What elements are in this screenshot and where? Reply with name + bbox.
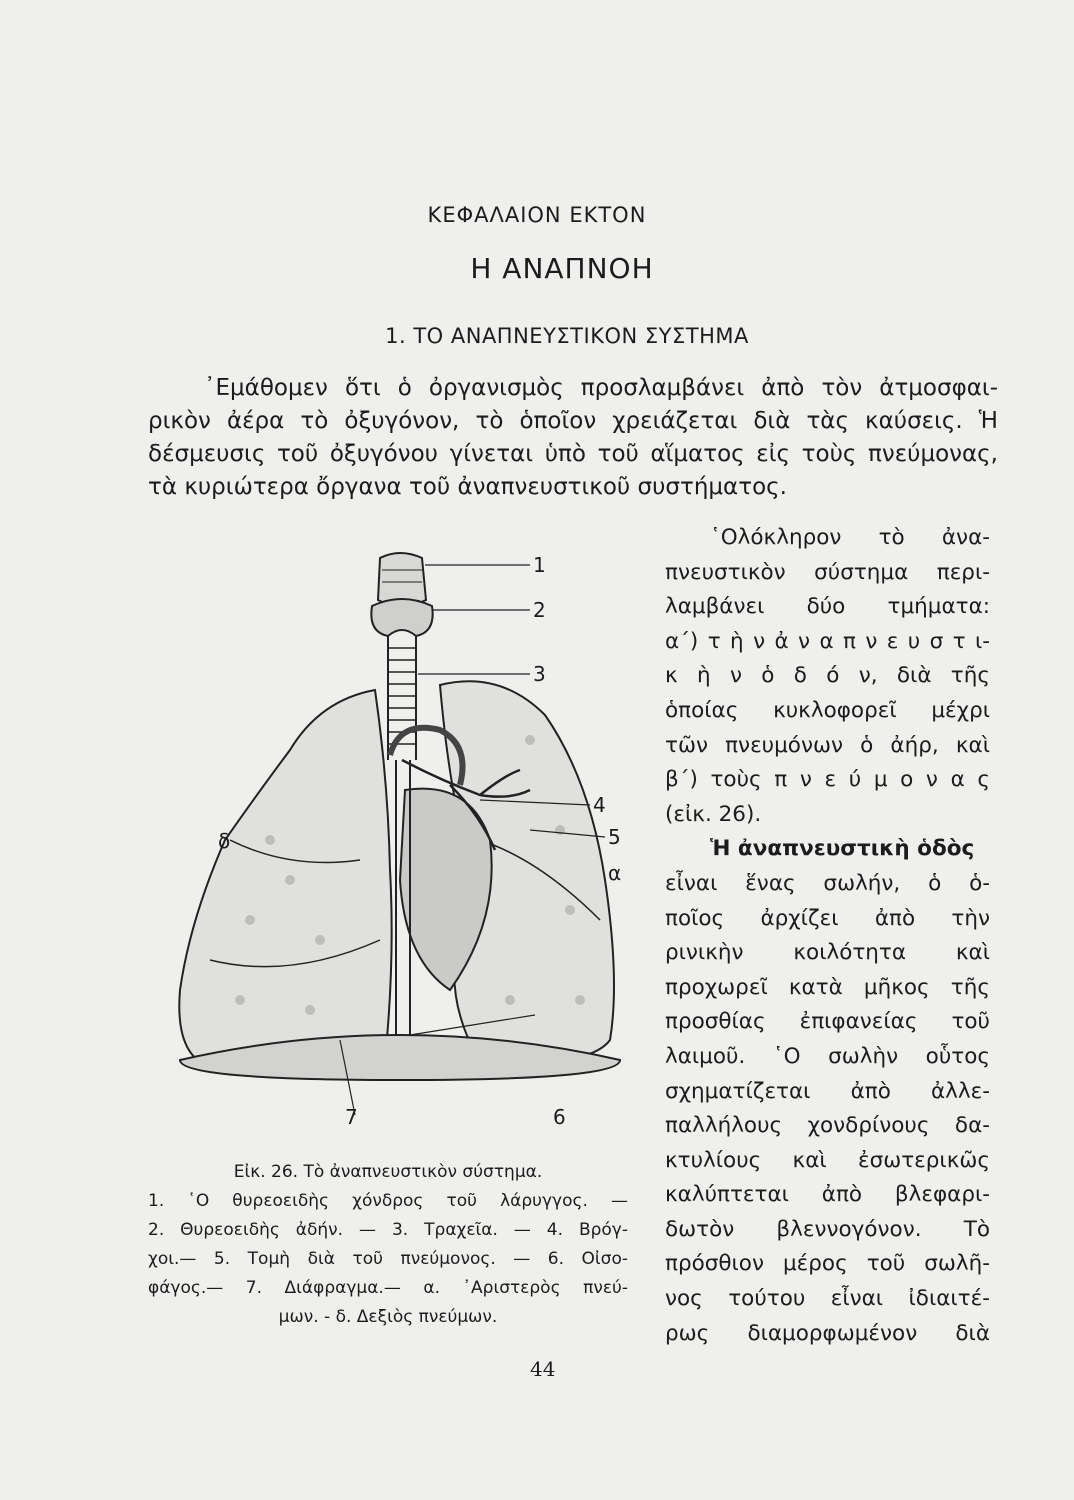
text-line: λαιμοῦ. ῾Ο σωλὴν οὗτος <box>665 1043 990 1069</box>
figure-label: 6 <box>553 1105 566 1129</box>
figure-label: 2 <box>533 598 546 622</box>
intro-line: τὰ κυριώτερα ὄργανα τοῦ ἀναπνευστικοῦ συστήματος. <box>148 474 787 500</box>
caption-line: χοι.— 5. Τομὴ διὰ τοῦ πνεύμονος. — 6. Οἰσο- <box>148 1249 628 1269</box>
figure-label: α <box>608 861 622 885</box>
intro-paragraph <box>148 372 998 504</box>
text-line: πρόσθιον μέρος τοῦ σωλῆ- <box>665 1251 990 1277</box>
text-line: λαμβάνει δύο τμήματα: <box>665 594 990 620</box>
text-line: ποῖος ἀρχίζει ἀπὸ τὴν <box>665 905 990 931</box>
text-line: κ ὴ ν ὁ δ ό ν, διὰ τῆς <box>665 663 990 689</box>
caption-line: φάγος.— 7. Διάφραγμα.— α. ᾿Αριστερὸς πνεύ- <box>148 1278 628 1298</box>
text-line: προσθίας ἐπιφανείας τοῦ <box>665 1009 990 1035</box>
text-line: β΄) τοὺς π ν ε ύ μ ο ν α ς <box>665 767 990 793</box>
text-line: ὁποίας κυκλοφορεῖ μέχρι <box>665 697 990 723</box>
intro-line: δέσμευσις τοῦ ὀξυγόνου γίνεται ὑπὸ τοῦ αἵματος εἰς τοὺς πνεύμονας, <box>148 441 998 467</box>
text-line: παλλήλους χονδρίνους δα- <box>665 1113 990 1139</box>
respiratory-system-figure <box>150 540 650 1140</box>
text-line: καλύπτεται ἀπὸ βλεφαρι- <box>665 1182 990 1208</box>
caption-line: Εἰκ. 26. Τὸ ἀναπνευστικὸν σύστημα. <box>233 1162 543 1182</box>
text-line: προχωρεῖ κατὰ μῆκος τῆς <box>665 974 990 1000</box>
thyroid-shape <box>371 599 432 636</box>
page-number: 44 <box>530 1357 556 1381</box>
text-line: ῾Ολόκληρον τὸ ἀνα- <box>710 525 990 550</box>
figure-label: 5 <box>608 825 621 849</box>
figure-label: 4 <box>593 793 606 817</box>
bold-term <box>665 832 990 867</box>
intro-line: ρικὸν ἀέρα τὸ ὀξυγόνον, τὸ ὁποῖον χρειάζεται διὰ τὰς καύσεις. Ἡ <box>148 408 998 434</box>
figure-caption <box>148 1158 628 1332</box>
text-line: τῶν πνευμόνων ὁ ἀήρ, καὶ <box>665 732 990 758</box>
section-title: 1. ΤΟ ΑΝΑΠΝΕΥΣΤΙΚΟΝ ΣΥΣΤΗΜΑ <box>385 324 749 348</box>
text-line: πνευστικὸν σύστημα περι- <box>665 559 990 585</box>
text-line: (εἰκ. 26). <box>665 801 762 827</box>
figure-label: 7 <box>345 1105 358 1129</box>
caption-line: 2. Θυρεοειδὴς ἀδήν. — 3. Τραχεῖα. — 4. Βρόγ- <box>148 1220 628 1240</box>
text-line: δωτὸν βλεννογόνον. Τὸ <box>665 1216 990 1242</box>
figure-label: 3 <box>533 662 546 686</box>
text-line: ρινικὴν κοιλότητα καὶ <box>665 940 990 966</box>
intro-line: ᾿Εμάθομεν ὅτι ὁ ὀργανισμὸς προσλαμβάνει ἀπὸ τὸν ἀτμοσφαι- <box>204 375 998 401</box>
text-line: εἶναι ἕνας σωλήν, ὁ ὁ- <box>665 870 990 896</box>
text-line: νος τούτου εἶναι ἰδιαιτέ- <box>665 1286 990 1312</box>
part-title: Η ΑΝΑΠΝΟΗ <box>470 252 654 285</box>
text-line: κτυλίους καὶ ἐσωτερικῶς <box>665 1147 990 1173</box>
figure-label: δ <box>218 829 231 853</box>
figure-label: 1 <box>533 553 546 577</box>
caption-line: μων. - δ. Δεξιὸς πνεύμων. <box>278 1307 498 1327</box>
right-column-text <box>665 521 990 1351</box>
trachea-shape <box>388 636 416 760</box>
caption-line: 1. ῾Ο θυρεοειδὴς χόνδρος τοῦ λάρυγγος. — <box>148 1191 628 1211</box>
text-line: α΄) τ ὴ ν ἀ ν α π ν ε υ σ τ ι- <box>665 628 990 654</box>
bold-term-text: Ἡ ἀναπνευστικὴ ὁδὸς <box>710 836 975 862</box>
chapter-heading: ΚΕΦΑΛΑΙΟΝ ΕΚΤΟΝ <box>427 203 647 227</box>
text-line: σχηματίζεται ἀπὸ ἀλλε- <box>665 1078 990 1104</box>
text-line: ρως διαμορφωμένον διὰ <box>665 1320 990 1346</box>
